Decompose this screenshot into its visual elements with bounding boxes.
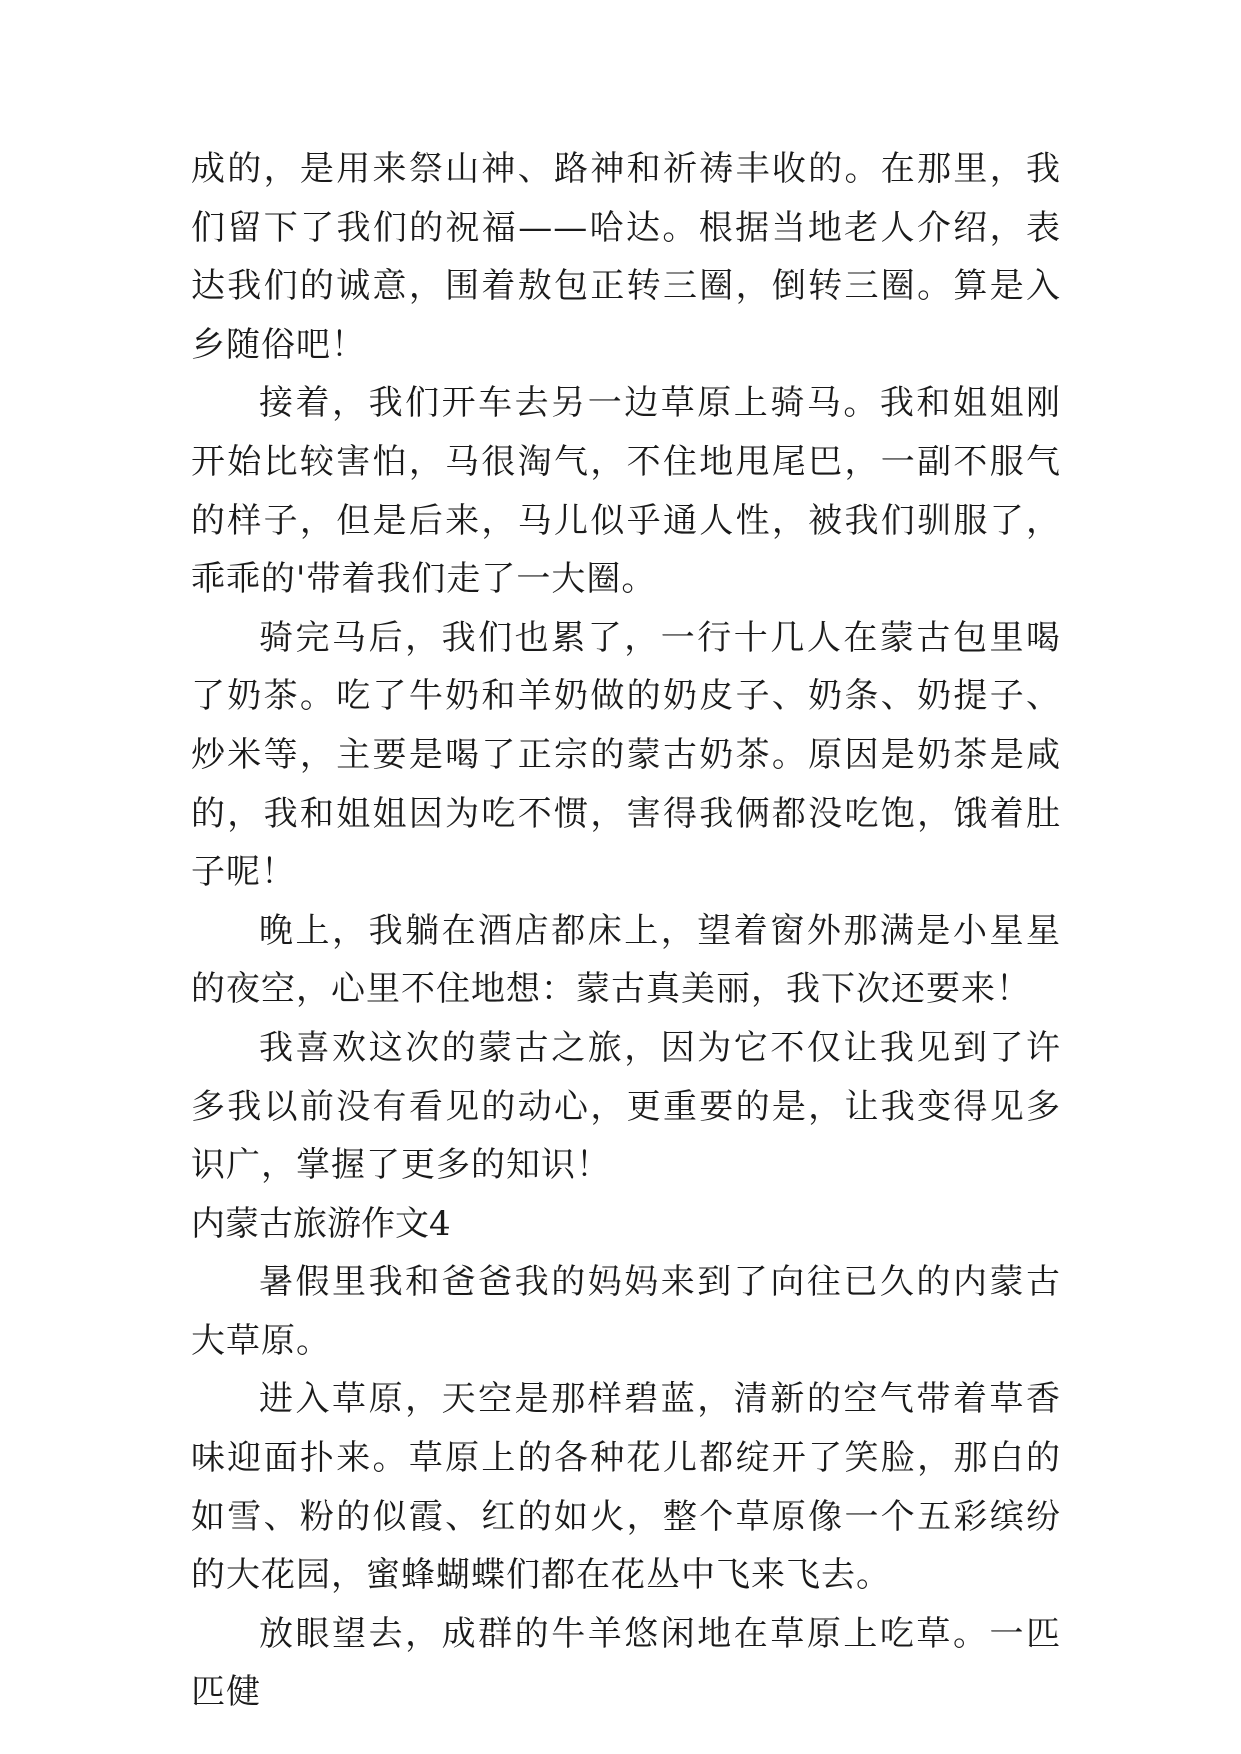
paragraph: 骑完马后，我们也累了，一行十几人在蒙古包里喝了奶茶。吃了牛奶和羊奶做的奶皮子、奶条、奶提子、炒米等，主要是喝了正宗的蒙古奶茶。原因是奶茶是咸的，我和姐姐因为吃不惯，害得我俩都没吃饱，饿着肚子呢！: [191, 617, 1061, 893]
paragraph: 放眼望去，成群的牛羊悠闲地在草原上吃草。一匹匹健: [191, 1613, 1061, 1713]
paragraph: 进入草原，天空是那样碧蓝，清新的空气带着草香味迎面扑来。草原上的各种花儿都绽开了笑脸，那白的如雪、粉的似霞、红的如火，整个草原像一个五彩缤纷的大花园，蜜蜂蝴蝶们都在花丛中飞来飞去。: [191, 1379, 1061, 1596]
paragraph: 成的，是用来祭山神、路神和祈祷丰收的。在那里，我们留下了我们的祝福——哈达。根据当地老人介绍，表达我们的诚意，围着敖包正转三圈，倒转三圈。算是入乡随俗吧！: [191, 149, 1061, 365]
paragraph: 我喜欢这次的蒙古之旅，因为它不仅让我见到了许多我以前没有看见的动心，更重要的是，让我变得见多识广，掌握了更多的知识！: [191, 1027, 1061, 1186]
paragraph: 晚上，我躺在酒店都床上，望着窗外那满是小星星的夜空，心里不住地想：蒙古真美丽，我下次还要来！: [191, 910, 1061, 1010]
section-title: 内蒙古旅游作文4: [191, 1203, 451, 1244]
document-page: [191, 140, 1061, 1722]
paragraph: 暑假里我和爸爸我的妈妈来到了向往已久的内蒙古大草原。: [191, 1262, 1061, 1361]
paragraph: 接着，我们开车去另一边草原上骑马。我和姐姐刚开始比较害怕，马很淘气，不住地甩尾巴，一副不服气的样子，但是后来，马儿似乎通人性，被我们驯服了，乖乖的'带着我们走了一大圈。: [191, 383, 1061, 600]
